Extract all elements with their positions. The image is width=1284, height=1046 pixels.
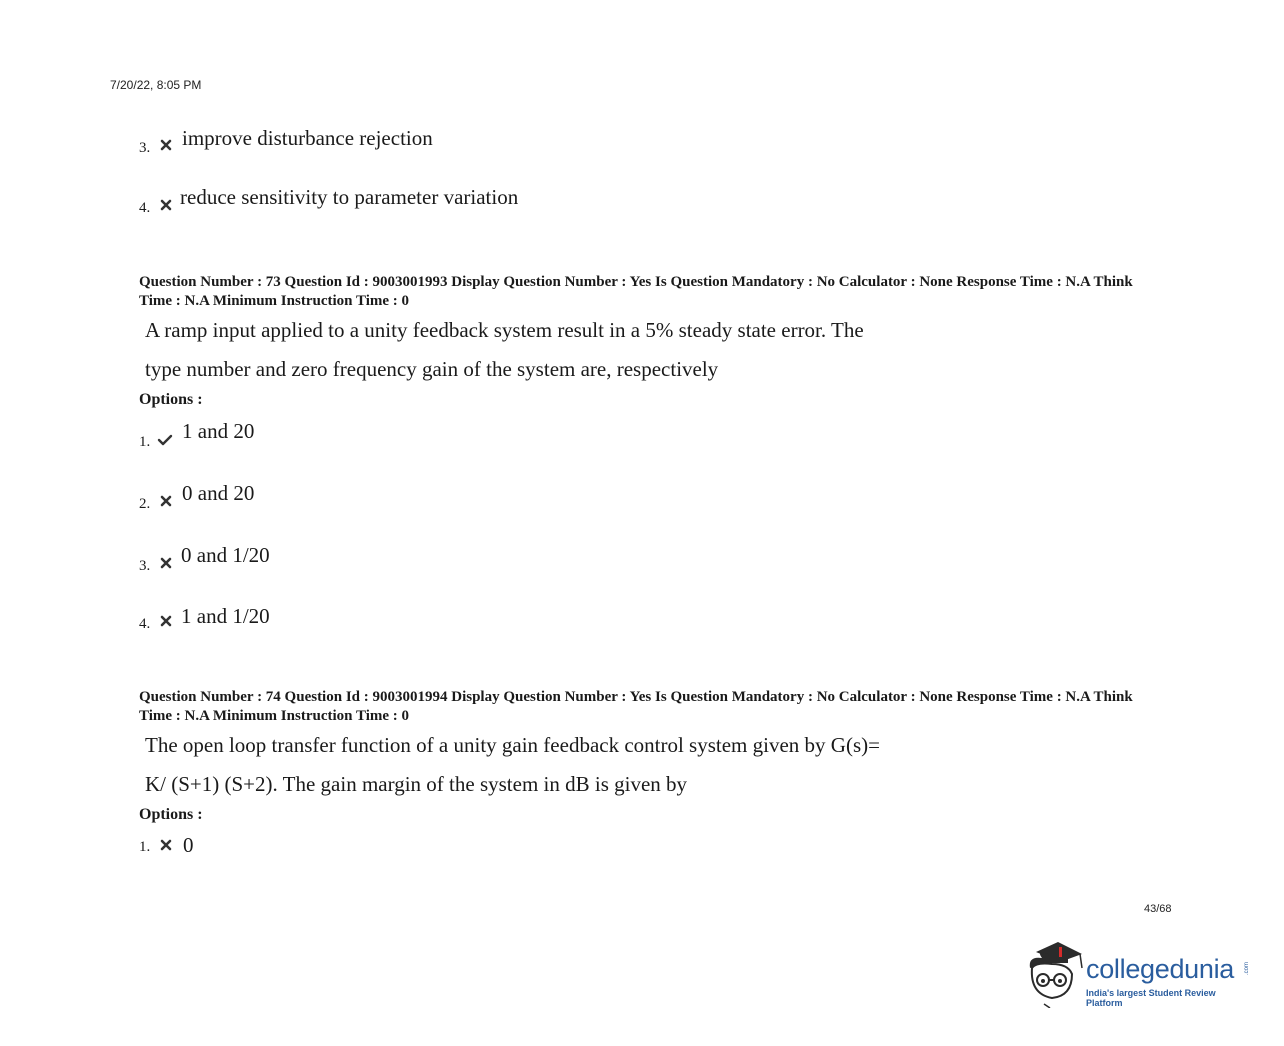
question-text-line: A ramp input applied to a unity feedback system result in a 5% steady state error. The (145, 318, 864, 342)
question-text-line: The open loop transfer function of a unity gain feedback control system given by G(s)= (145, 733, 880, 757)
option-row (139, 185, 559, 222)
option-number: 2. (139, 496, 151, 512)
student-mascot-icon (1022, 938, 1086, 1008)
option-text: 0 (183, 833, 194, 857)
option-row (139, 128, 559, 162)
check-icon (157, 433, 173, 447)
question-meta: Question Number : 74 Question Id : 9003001994 Display Question Number : Yes Is Question Mandatory : No Calculator : None Response Time : N.A Think Time : N.A Minimum Instruction Time : 0 (139, 689, 1133, 724)
option-text: reduce sensitivity to parameter variation (180, 185, 519, 209)
option-row (139, 606, 339, 640)
print-timestamp: 7/20/22, 8:05 PM (110, 78, 202, 92)
option-number: 4. (139, 200, 151, 216)
option-text: 0 and 20 (182, 481, 255, 505)
option-number: 3. (139, 558, 151, 574)
question-text-line: type number and zero frequency gain of the system are, respectively (145, 357, 719, 381)
question-meta: Question Number : 73 Question Id : 9003001993 Display Question Number : Yes Is Question Mandatory : No Calculator : None Response Time : N.A Think Time : N.A Minimum Instruction Time : 0 (139, 274, 1133, 309)
brand-name: collegedunia (1086, 954, 1235, 984)
option-number: 1. (139, 434, 151, 450)
brand-suffix: .com (1244, 962, 1250, 976)
options-label: Options : (139, 391, 203, 408)
cross-icon (159, 556, 173, 570)
cross-icon (159, 198, 173, 212)
option-row (139, 481, 339, 518)
option-text: 0 and 1/20 (181, 543, 270, 567)
option-number: 1. (139, 839, 151, 855)
brand-logo (1022, 938, 1252, 1010)
option-row (139, 833, 259, 870)
cross-icon (159, 138, 173, 152)
brand-tagline: India's largest Student Review Platform (1086, 988, 1216, 1008)
option-row (139, 419, 339, 456)
option-text: improve disturbance rejection (182, 126, 433, 150)
options-label: Options : (139, 806, 203, 823)
option-text: 1 and 1/20 (181, 604, 270, 628)
question-text-line: K/ (S+1) (S+2). The gain margin of the system in dB is given by (145, 772, 688, 796)
option-number: 3. (139, 140, 151, 156)
page-number: 43/68 (1144, 903, 1172, 915)
option-row (139, 543, 339, 580)
cross-icon (159, 838, 173, 852)
cross-icon (159, 614, 173, 628)
option-number: 4. (139, 616, 151, 632)
option-text: 1 and 20 (182, 419, 255, 443)
cross-icon (159, 494, 173, 508)
